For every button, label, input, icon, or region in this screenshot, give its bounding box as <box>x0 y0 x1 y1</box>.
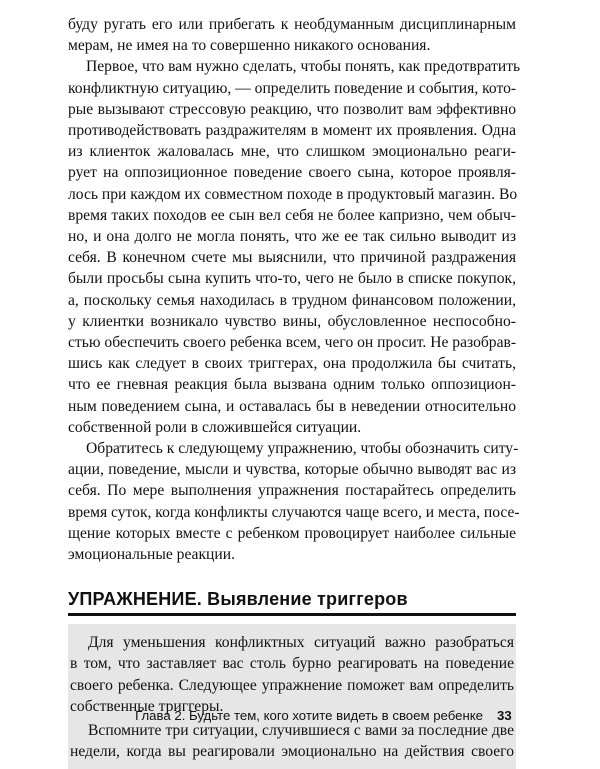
page-body <box>68 14 521 769</box>
text-line: лось при каждом их совместном походе в продуктовый магазин. Во <box>68 185 518 203</box>
text-line: но, и она долго не могла понять, что же ее так сильно выводит из <box>68 228 516 246</box>
text-line: у клиентки возникало чувство вины, обусловленное неспособно- <box>68 312 516 330</box>
text-line: Обратитесь к следующему упражнению, чтобы обозначить ситу- <box>86 440 519 458</box>
text-line: ации, поведение, мысли и чувства, которые обычно выводят вас из <box>68 461 516 479</box>
text-line: себя. По мере выполнения упражнения постарайтесь определить <box>68 482 516 500</box>
text-line: своего ребенка. Следующее упражнение поможет вам определить <box>70 676 514 694</box>
text-line: буду ругать его или прибегать к необдуманным дисциплинарным <box>68 16 516 33</box>
text-line: что ее гневная реакция была вызвана одним только оппозицион- <box>68 376 516 394</box>
text-line: рые вызывают стрессовую реакцию, что позволит вам эффективно <box>68 100 516 118</box>
paragraph-trigger-example <box>68 56 521 438</box>
exercise-paragraph <box>68 720 516 762</box>
text-line: из клиенток жаловалась мне, что слишком эмоционально реаги- <box>68 143 516 161</box>
text-line: время таких походов ее сын вел себя не более капризно, чем обыч- <box>68 206 516 224</box>
text-line: ным поведением сына, и оставалась бы в неведении относительно <box>68 397 516 415</box>
exercise-heading: УПРАЖНЕНИЕ. Выявление триггеров <box>68 589 516 616</box>
text-line: противодействовать раздражителям в момент их проявления. Одна <box>68 122 516 140</box>
text-line: собственной роли в сложившейся ситуации. <box>68 418 362 436</box>
text-line: время суток, когда конфликты случаются чаще всего, и места, посе- <box>68 503 520 521</box>
paragraph-intro <box>68 14 516 56</box>
text-line: себя. В конечном счете мы выяснили, что причиной раздражения <box>68 249 516 267</box>
text-line: а, поскольку семья находилась в трудном финансовом положении, <box>68 291 516 309</box>
text-line: щение которых вместе с ребенком провоцирует наиболее сильные <box>68 524 516 542</box>
text-line: конфликтную ситуацию, — определить поведение и события, кото- <box>68 79 517 97</box>
running-footer-chapter: Глава 2. Будьте тем, кого хотите видеть в своем ребенке <box>135 708 483 723</box>
text-line: собственные триггеры. <box>70 697 224 715</box>
paragraph-exercise-intro <box>68 438 520 565</box>
text-line: стью обеспечить своего ребенка всем, чего он просит. Не разобрав- <box>68 334 517 352</box>
text-line: Вспомните три ситуации, случившиеся с вами за последние две <box>88 722 514 740</box>
page-number: 33 <box>497 708 512 723</box>
text-line: мерам, не имея на то совершенно никакого основания. <box>68 37 431 55</box>
text-line: были просьбы сына купить что-то, чего не было в списке покупок, <box>68 270 516 288</box>
text-line: шись как следует в своих триггерах, она продолжила бы считать, <box>68 355 516 373</box>
text-line: недели, когда вы реагировали эмоционально на действия своего <box>70 743 514 761</box>
text-line: эмоциональные реакции. <box>68 546 235 564</box>
text-line: рует на оппозиционное поведение своего сына, которое проявля- <box>68 164 516 182</box>
text-line: в том, что заставляет вас столь бурно реагировать на поведение <box>70 655 514 673</box>
text-line: Первое, что вам нужно сделать, чтобы понять, как предотвратить <box>86 58 521 76</box>
text-line: Для уменьшения конфликтных ситуаций важно разобраться <box>88 634 514 652</box>
exercise-paragraph <box>68 632 516 717</box>
exercise-box <box>68 624 516 768</box>
